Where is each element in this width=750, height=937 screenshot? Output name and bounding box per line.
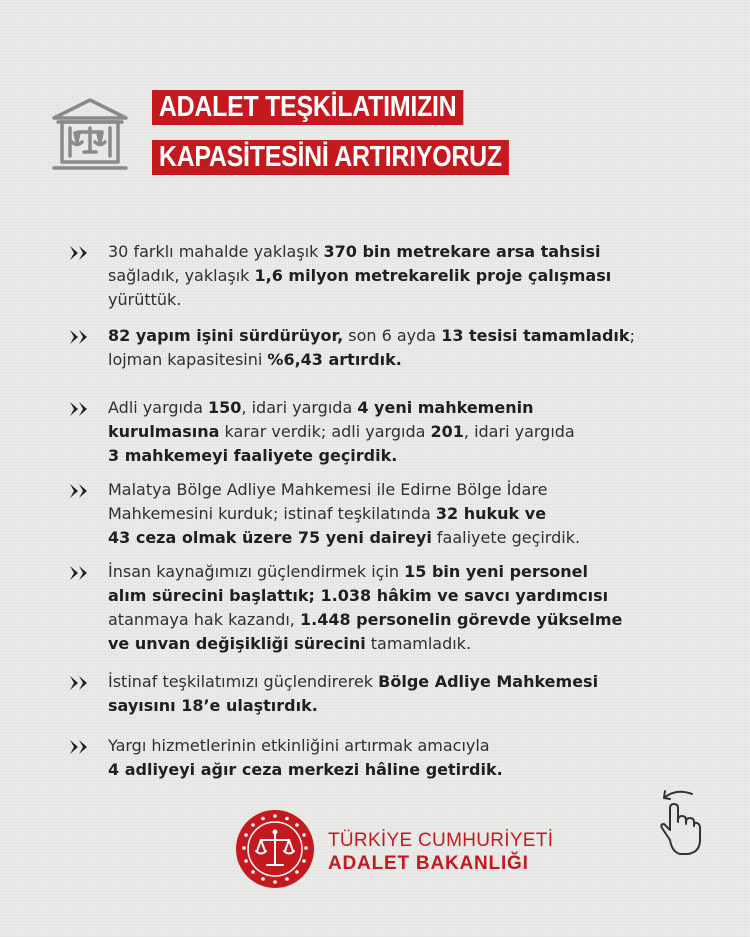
bold-text: 201: [430, 422, 464, 441]
bold-text: 32 hukuk ve: [435, 504, 547, 523]
text-segment: , idari yargıda: [241, 398, 358, 417]
text-segment: ;: [629, 326, 635, 345]
ministry-name: [328, 830, 553, 876]
bold-text: ve unvan değişikliği sürecini: [108, 634, 366, 653]
double-chevron-icon: [68, 565, 92, 581]
bullet-item: [68, 560, 728, 656]
bold-text: Bölge Adliye Mahkemesi: [378, 672, 599, 691]
text-segment: Malatya Bölge Adliye Mahkemesi ile Edirne Bölge İdare: [108, 480, 548, 499]
double-chevron-icon: [68, 675, 92, 691]
bold-text: 370 bin metrekare arsa tahsisi: [323, 242, 601, 261]
text-segment: lojman kapasitesini: [108, 350, 268, 369]
bullet-item: [68, 240, 728, 312]
bold-text: 13 tesisi tamamladık: [441, 326, 630, 345]
text-segment: yürüttük.: [108, 290, 182, 309]
bold-text: 150: [208, 398, 242, 417]
double-chevron-icon: [68, 739, 92, 755]
text-segment: faaliyete geçirdik.: [431, 528, 581, 547]
bold-text: %6,43 artırdık.: [267, 350, 402, 369]
bullet-item: [68, 734, 728, 782]
text-segment: Yargı hizmetlerinin etkinliğini artırmak amacıyla: [108, 736, 490, 755]
bold-text: alım sürecini başlattık; 1.038 hâkim ve savcı yardımcısı: [108, 586, 609, 605]
text-segment: Mahkemesini kurduk; istinaf teşkilatında: [108, 504, 436, 523]
text-segment: son 6 ayda: [343, 326, 442, 345]
bullet-item: [68, 324, 728, 372]
double-chevron-icon: [68, 483, 92, 499]
bold-text: 82 yapım işini sürdürüyor,: [108, 326, 344, 345]
bold-text: 4 adliyeyi ağır ceza merkezi hâline getirdik.: [108, 760, 503, 779]
bullet-item: [68, 478, 728, 550]
text-segment: İnsan kaynağımızı güçlendirmek için: [108, 562, 405, 581]
double-chevron-icon: [68, 329, 92, 345]
double-chevron-icon: [68, 245, 92, 261]
bullet-item: [68, 670, 728, 718]
title-line-1: ADALET TEŞKİLATIMIZIN: [152, 90, 463, 125]
courthouse-icon: [48, 94, 132, 174]
double-chevron-icon: [68, 401, 92, 417]
swipe-hand-icon[interactable]: [648, 784, 704, 858]
title-line-2: KAPASİTESİNİ ARTIRIYORUZ: [152, 140, 509, 175]
ministry-seal-icon: [234, 808, 316, 890]
ministry-line-1: TÜRKİYE CUMHURİYETİ: [328, 830, 554, 851]
text-segment: karar verdik; adli yargıda: [219, 422, 431, 441]
text-segment: , idari yargıda: [463, 422, 575, 441]
text-segment: Adli yargıda: [108, 398, 209, 417]
text-segment: atanmaya hak kazandı,: [108, 610, 300, 629]
ministry-line-2: ADALET BAKANLIĞI: [328, 853, 529, 874]
bold-text: kurulmasına: [108, 422, 220, 441]
bold-text: 4 yeni mahkemenin: [357, 398, 534, 417]
text-segment: İstinaf teşkilatımızı güçlendirerek: [108, 672, 379, 691]
bullet-item: [68, 396, 728, 468]
text-segment: tamamladık.: [365, 634, 472, 653]
bold-text: sayısını 18’e ulaştırdık.: [108, 696, 318, 715]
text-segment: 30 farklı mahalde yaklaşık: [108, 242, 324, 261]
bold-text: 15 bin yeni personel: [404, 562, 589, 581]
bold-text: 43 ceza olmak üzere 75 yeni daireyi: [108, 528, 432, 547]
bold-text: 1,6 milyon metrekarelik proje çalışması: [254, 266, 612, 285]
bold-text: 3 mahkemeyi faaliyete geçirdik.: [108, 446, 398, 465]
text-segment: sağladık, yaklaşık: [108, 266, 255, 285]
bold-text: 1.448 personelin görevde yükselme: [299, 610, 623, 629]
